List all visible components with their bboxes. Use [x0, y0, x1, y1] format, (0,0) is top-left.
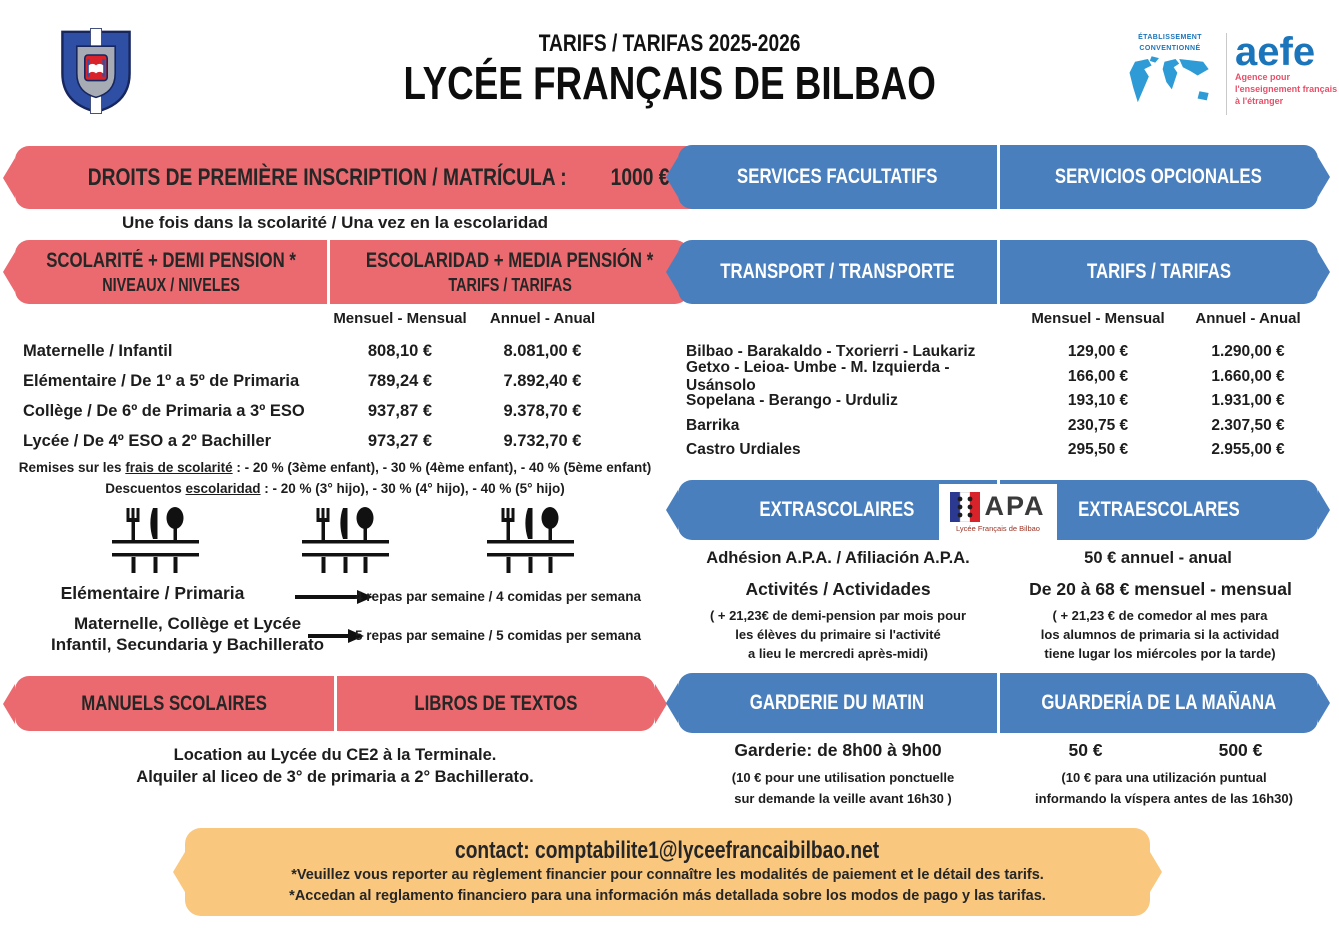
apa-emblem-icon	[950, 492, 980, 522]
inscription-banner-label: DROITS DE PREMIÈRE INSCRIPTION / MATRÍCULA :	[87, 163, 567, 191]
contact-email: contact: comptabilite1@lyceefrancaibilbao.net	[455, 836, 880, 864]
garderie-price-annual: 500 €	[1218, 740, 1263, 760]
table-row: Bilbao - Barakaldo - Txorierri - Laukariz 129,00 € 1.290,00 €	[686, 343, 1285, 361]
col-annual: Annuel - Anual	[1195, 309, 1301, 327]
garderie-price-monthly: 50 €	[1068, 740, 1103, 760]
meals-row2-value: 5 repas par semaine / 5 comidas per semana	[355, 628, 641, 643]
aefe-label: ÉTABLISSEMENT CONVENTIONNÉ	[1138, 34, 1202, 52]
table-row: Castro Urdiales 295,50 € 2.955,00 €	[686, 441, 1285, 459]
discount-notes	[15, 457, 655, 499]
manuels-banner-left: MANUELS SCOLAIRES	[81, 691, 268, 715]
transport-banner-right: TARIFS / TARIFAS	[1086, 260, 1231, 284]
garderie-banner	[678, 673, 1318, 733]
table-row: Maternelle / Infantil 808,10 € 8.081,00 €	[23, 341, 582, 360]
table-row: Getxo - Leioa- Umbe - M. Izquierda - Usánsolo 166,00 € 1.660,00 €	[686, 358, 1285, 394]
scolarite-banner-left	[15, 240, 327, 304]
transport-table	[678, 307, 1323, 463]
garderie-prices	[1008, 740, 1318, 761]
table-row: Elémentaire / De 1º a 5º de Primaria 789,24 € 7.892,40 €	[23, 371, 582, 390]
garderie-schedule: Garderie: de 8h00 à 9h00	[734, 740, 942, 760]
lycee-crest-icon	[56, 26, 136, 116]
meals-row2-label: Maternelle, Collège et Lycée Infantil, Secundaria y Bachillerato	[50, 614, 325, 654]
meals-row1-value: 4 repas par semaine / 4 comidas per semana	[355, 589, 641, 604]
footer-note-es: *Accedan al reglamento financiero para una información más detallada sobre los modos de pago y las tarifas.	[289, 888, 1046, 904]
adhesion-value: 50 € annuel - anual	[1084, 549, 1232, 567]
garderie-banner-right: GUARDERÍA DE LA MAÑANA	[1041, 691, 1277, 715]
extrascolaires-banner-left: EXTRASCOLAIRES	[759, 498, 915, 522]
table-row: Lycée / De 4º ESO a 2º Bachiller 973,27 € 9.732,70 €	[23, 431, 582, 450]
manuels-banner	[15, 676, 655, 731]
aefe-divider	[1226, 33, 1227, 115]
aefe-tagline-1: Agence pour	[1235, 72, 1291, 82]
header-kicker: TARIFS / TARIFAS 2025-2026	[538, 30, 801, 57]
scolarite-table	[15, 307, 615, 456]
adhesion-label: Adhésion A.P.A. / Afiliación A.P.A.	[706, 549, 970, 567]
cutlery-icon	[298, 505, 393, 577]
services-banner-right: SERVICIOS OPCIONALES	[1055, 165, 1263, 189]
meals-row1-label: Elémentaire / Primaria	[60, 583, 245, 603]
world-map-icon	[1124, 54, 1216, 110]
scolarite-banner	[15, 240, 655, 304]
aefe-tagline-3: à l'étranger	[1235, 96, 1284, 107]
cutlery-icon	[483, 505, 578, 577]
transport-banner-left: TRANSPORT / TRANSPORTE	[720, 260, 955, 284]
discount-note-es: Descuentos escolaridad : - 20 % (3° hijo), - 30 % (4° hijo), - 40 % (5° hijo)	[105, 481, 565, 496]
garderie-note-es: (10 € para una utilización puntual informando la víspera antes de las 16h30)	[1035, 770, 1293, 806]
activities-note-fr: ( + 21,23€ de demi-pension par mois pour les élèves du primaire si l'activité a lieu le mercredi après-midi)	[709, 608, 967, 661]
aefe-brand: aefe	[1235, 30, 1316, 74]
services-banner	[678, 145, 1318, 209]
apa-logo	[939, 484, 1057, 540]
discount-note-fr: Remises sur les frais de scolarité : - 20 % (3ème enfant), - 30 % (4ème enfant), - 40 % (5ème enfant)	[18, 460, 652, 475]
cutlery-icon	[108, 505, 203, 577]
extrascolaires-banner	[678, 480, 1318, 540]
contact-footer	[185, 828, 1150, 916]
scolarite-banner-right	[330, 240, 689, 304]
scolarite-banner-left-line2: NIVEAUX / NIVELES	[102, 275, 240, 296]
extrascolaires-banner-right: EXTRAESCOLARES	[1077, 498, 1240, 522]
col-monthly: Mensuel - Mensual	[333, 309, 467, 327]
transport-banner	[678, 240, 1318, 304]
scolarite-banner-right-line2: TARIFS / TARIFAS	[447, 275, 572, 296]
inscription-banner	[15, 146, 670, 209]
transport-col-headers	[678, 307, 1323, 329]
aefe-logo	[1122, 30, 1338, 115]
garderie-note-fr: (10 € pour une utilisation ponctuelle sur demande la veille avant 16h30 )	[731, 770, 955, 806]
footer-note-fr: *Veuillez vous reporter au règlement financier pour connaître les modalités de paiement et le détail des tarifs.	[291, 866, 1044, 883]
manuels-banner-right: LIBROS DE TEXTOS	[414, 691, 578, 715]
activities-value: De 20 à 68 € mensuel - mensual	[1029, 579, 1292, 599]
services-banner-left: SERVICES FACULTATIFS	[737, 165, 938, 189]
col-annual: Annuel - Anual	[489, 309, 596, 327]
inscription-note: Une fois dans la scolarité / Una vez en la escolaridad	[121, 213, 549, 232]
scolarite-banner-left-line1: SCOLARITÉ + DEMI PENSION *	[46, 249, 296, 273]
page-title: LYCÉE FRANÇAIS DE BILBAO	[403, 57, 936, 109]
inscription-amount: 1000 €	[610, 163, 670, 191]
apa-brand: APA	[984, 491, 1046, 521]
apa-caption: Lycée Français de Bilbao	[956, 523, 1040, 533]
activities-label: Activités / Actividades	[745, 579, 931, 599]
garderie-banner-left: GARDERIE DU MATIN	[750, 691, 925, 715]
table-row: Collège / De 6º de Primaria a 3º ESO 937,87 € 9.378,70 €	[23, 401, 582, 420]
col-monthly: Mensuel - Mensual	[1031, 309, 1165, 327]
scolarite-col-headers	[15, 307, 615, 329]
scolarite-banner-right-line1: ESCOLARIDAD + MEDIA PENSIÓN *	[366, 249, 654, 273]
manuels-note: Location au Lycée du CE2 à la Terminale. Alquiler al liceo de 3° de primaria a 2° Bachillerato.	[136, 746, 534, 786]
table-row: Sopelana - Berango - Urduliz 193,10 € 1.931,00 €	[686, 392, 1285, 410]
table-row: Barrika 230,75 € 2.307,50 €	[686, 416, 1285, 434]
aefe-tagline-2: l'enseignement français	[1235, 84, 1338, 95]
activities-note-es: ( + 21,23 € de comedor al mes para los alumnos de primaria si la actividad tiene lugar los miércoles por la tarde)	[1040, 608, 1280, 661]
